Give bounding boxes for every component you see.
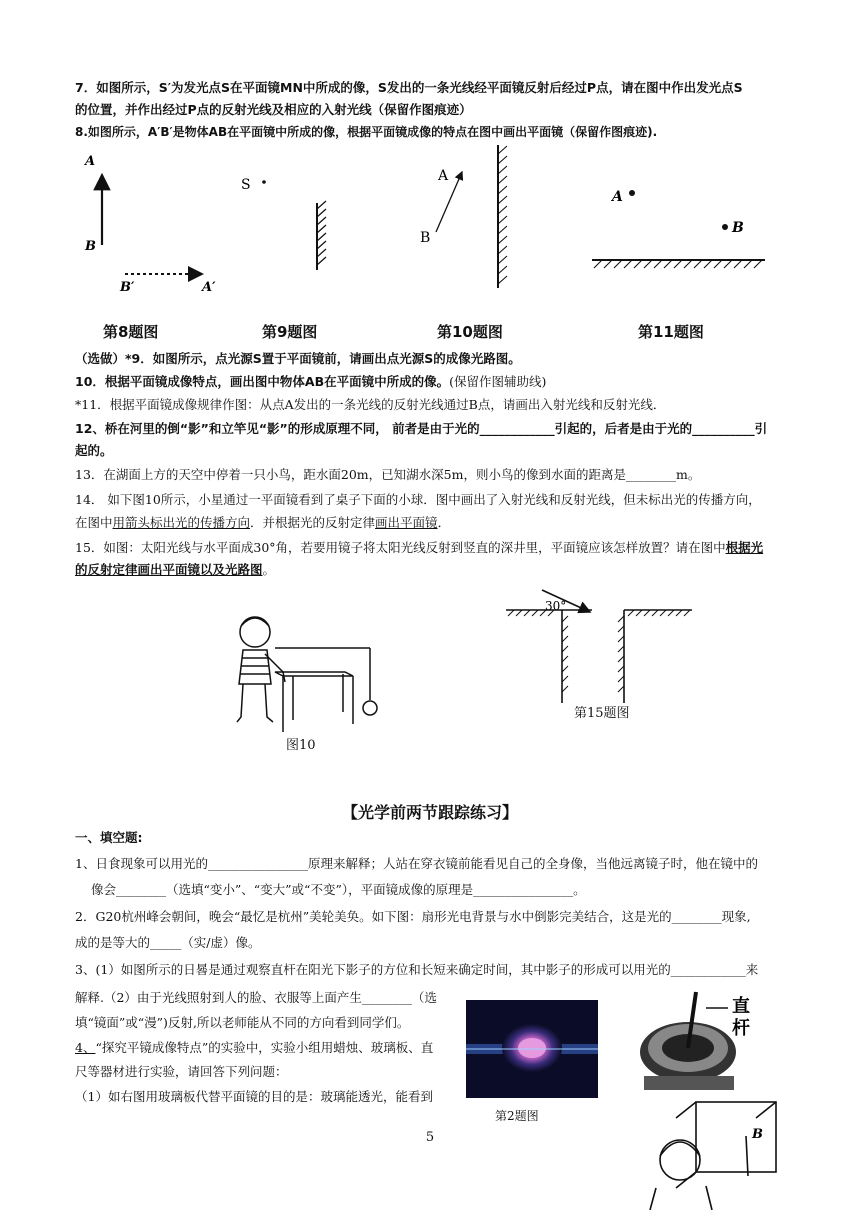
figure-mirror-experiment xyxy=(636,1098,786,1210)
p1-line2: 像会________（选填“变小”、“变大”或“不变”），平面镜成像的原理是________________。 xyxy=(91,882,586,897)
p4-line2: 尺等器材进行实验，请回答下列问题： xyxy=(75,1064,288,1079)
figure-sundial xyxy=(636,990,770,1090)
q8-text: 8.如图所示，A′B′是物体AB在平面镜中所成的像，根据平面镜成像的特点在图中画出平面镜（保留作图痕迹). xyxy=(75,125,658,139)
p4-line3: （1）如右图用玻璃板代替平面镜的目的是：玻璃能透光，能看到 xyxy=(75,1089,433,1104)
figure-boy-table xyxy=(225,612,385,740)
q15-line1: 15．如图：太阳光线与水平面成30°角，若要用镜子将太阳光线反射到竖直的深井里，平面镜应该怎样放置？请在图中根据光 xyxy=(75,540,764,555)
caption-fig8: 第8题图 xyxy=(103,323,159,341)
sundial-label-1: 直 xyxy=(732,996,750,1017)
p4-line1: 4、“探究平镜成像特点”的实验中，实验小组用蜡烛、玻璃板、直 xyxy=(75,1040,434,1055)
p2-line2: 成的是等大的_____（实/虚）像。 xyxy=(75,935,261,950)
figure-8 xyxy=(80,145,230,305)
figure-11 xyxy=(590,175,770,275)
label-s: S xyxy=(241,177,251,193)
p3-line3: 填“镜面”或“漫”)反射,所以老师能从不同的方向看到同学们。 xyxy=(75,1015,410,1030)
fig2-caption: 第2题图 xyxy=(495,1109,539,1123)
caption-fig10: 第10题图 xyxy=(437,323,503,341)
q7-line2: 的位置，并作出经过P点的反射光线及相应的入射光线（保留作图痕迹） xyxy=(75,102,472,117)
label-b10: B xyxy=(420,230,431,246)
figure-2-photo xyxy=(466,1000,598,1098)
figure-9 xyxy=(235,165,345,275)
fig15-caption: 第15题图 xyxy=(574,706,630,721)
fig10-caption: 图10 xyxy=(286,738,316,753)
q12-line2: 起的。 xyxy=(75,443,113,458)
q10-text: 10．根据平面镜成像特点，画出图中物体AB在平面镜中所成的像。(保留作图辅助线) xyxy=(75,374,547,389)
q11-text: *11．根据平面镜成像规律作图：从点A发出的一条光线的反射光线通过B点，请画出入射光线和反射光线． xyxy=(75,397,666,412)
mirror-label-b: B xyxy=(752,1127,763,1142)
angle-label: 30° xyxy=(545,599,567,613)
q12-line1: 12、桥在河里的倒“影”和立竿见“影”的形成原理不同， 前者是由于光的____________引起的，后者是由于光的__________引 xyxy=(75,421,768,436)
page-number: 5 xyxy=(425,1130,435,1145)
label-bp: B′ xyxy=(120,280,135,295)
caption-fig11: 第11题图 xyxy=(638,323,704,341)
q13-text: 13．在湖面上方的天空中停着一只小鸟，距水面20m，已知湖水深5m，则小鸟的像到水面的距离是________m。 xyxy=(75,467,701,482)
p3-line2: 解释.（2）由于光线照射到人的脸、衣服等上面产生________（选 xyxy=(75,990,437,1005)
label-b: B xyxy=(85,239,96,254)
part1-heading: 一、填空题: xyxy=(75,830,143,845)
q7-line1: 7．如图所示，S′为发光点S在平面镜MN中所成的像，S发出的一条光线经平面镜反射后经过P点，请在图中作出发光点S xyxy=(75,80,743,95)
q9-text: （选做）*9．如图所示，点光源S置于平面镜前，请画出点光源S的成像光路图。 xyxy=(75,351,521,366)
caption-fig9: 第9题图 xyxy=(262,323,318,341)
label-a11: A xyxy=(612,189,623,205)
label-a: A xyxy=(85,154,96,169)
label-b11: B xyxy=(732,220,744,236)
figure-10 xyxy=(410,140,520,290)
p3-line1: 3、(1）如图所示的日晷是通过观察直杆在阳光下影子的方位和长短来确定时间，其中影子的形成可以用光的____________来 xyxy=(75,962,759,977)
figure-15 xyxy=(500,588,700,706)
label-ap: A′ xyxy=(202,280,216,295)
sundial-label-2: 杆 xyxy=(732,1018,750,1039)
section-title: 【光学前两节跟踪练习】 xyxy=(341,803,518,822)
q14-line1: 14． 如下图10所示，小星通过一平面镜看到了桌子下面的小球．图中画出了入射光线和反射光线，但未标出光的传播方向， xyxy=(75,492,761,507)
label-a10: A xyxy=(438,168,449,184)
p1-line1: 1、日食现象可以用光的________________原理来解释；人站在穿衣镜前能看见自己的全身像，当他远离镜子时，他在镜中的 xyxy=(75,856,758,871)
p2-line1: 2．G20杭州峰会朝间，晚会“最忆是杭州”美轮美奂。如下图：扇形光电背景与水中倒影完美结合，这是光的________现象, xyxy=(75,909,751,924)
q14-line2: 在图中用箭头标出光的传播方向．并根据光的反射定律画出平面镜． xyxy=(75,515,451,530)
q15-line2: 的反射定律画出平面镜以及光路图。 xyxy=(75,562,276,577)
